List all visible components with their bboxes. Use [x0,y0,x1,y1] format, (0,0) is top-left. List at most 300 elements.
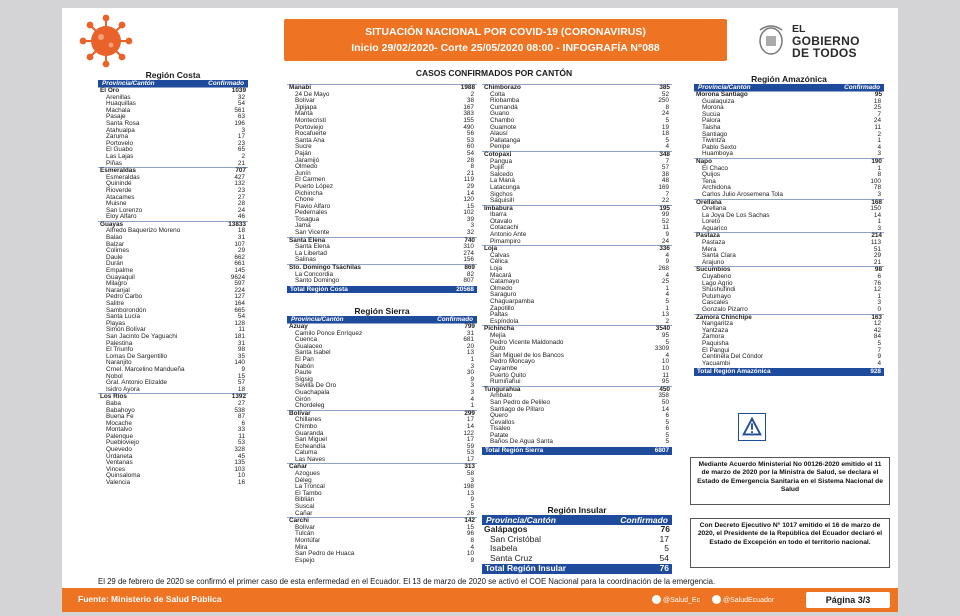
canton-value: 0 [877,306,881,313]
canton-name: Tosagua [295,215,320,223]
canton-value: 31 [237,234,245,242]
canton-value: 9 [470,556,474,564]
canton-name: San Jacinto De Yaguachi [106,332,178,340]
canton-value: 132 [234,180,245,188]
canton-value: 18 [237,227,245,235]
canton-value: 11 [238,432,245,440]
canton-value: 4 [470,543,474,551]
canton-name: Pichincha [295,189,323,197]
canton-value: 23 [237,139,245,147]
canton-row [482,439,672,446]
canton-name: Pangua [490,157,513,165]
canton-name: San Miguel [295,436,327,444]
canton-name: Zamora [702,333,725,341]
canton-name: Santa Ana [295,136,325,144]
province-value: 313 [464,463,475,471]
canton-value: 7 [877,346,881,354]
timeline-caption: El 29 de febrero de 2020 se confirmó el primer caso de esta enfermedad en el Ecuador. El 13 de marzo de 2020 se activó el COE Nacional para la coordinación de la emergencia. [98,577,716,586]
canton-value: 3 [470,362,474,370]
canton-value: 63 [237,113,245,121]
canton-value: 96 [466,530,474,538]
amazonica-total [694,368,884,376]
canton-value: 127 [234,293,245,301]
canton-name: Valencia [106,479,131,487]
canton-name: Gonzalo Pizarro [702,306,748,313]
canton-row [482,159,672,166]
canton-name: Chillanes [295,416,322,424]
canton-value: 10 [466,550,474,558]
canton-name: Paute [295,369,312,377]
canton-name: Daule [106,253,123,261]
canton-value: 198 [463,483,474,491]
canton-row [694,166,884,173]
canton-value: 9 [241,365,245,373]
canton-name: Las Naves [295,455,326,463]
canton-value: 1 [470,402,474,410]
canton-name: Tisaleo [490,425,511,433]
canton-name: Yacuambi [702,359,730,367]
canton-value: 113 [870,239,881,247]
canton-name: Eloy Alfaro [106,213,137,221]
canton-name: La Maná [490,177,515,185]
canton-name: Ambato [490,392,513,400]
canton-row [287,551,477,558]
canton-name: Isabela [490,543,518,553]
province-name: Los Ríos [100,393,127,401]
canton-name: Déleg [295,476,312,484]
canton-name: Santiago [702,130,728,138]
canton-name: Sevilla De Oro [295,382,337,390]
title-banner [284,19,727,61]
province-value: 190 [871,157,882,165]
canton-name: Sucre [295,143,312,151]
canton-name: Colta [490,90,505,98]
canton-row [287,538,477,545]
canton-name: Nabón [295,362,314,370]
canton-name: Nobol [106,372,123,380]
canton-value: 4 [665,271,669,279]
canton-value: 58 [466,470,474,478]
canton-name: Ventanas [106,459,133,467]
canton-value: 11 [662,224,669,232]
canton-value: 169 [658,183,669,191]
canton-name: Otavalo [490,217,513,225]
canton-value: 9 [470,375,474,383]
province-name: Loja [484,245,498,253]
canton-name: Echeandía [295,442,326,450]
canton-name: Mocache [106,419,132,427]
canton-name: Pedro Moncayo [490,358,535,366]
canton-value: 57 [237,379,245,387]
canton-value: 102 [463,209,474,217]
canton-name: Chone [295,196,314,204]
canton-value: 22 [661,197,669,205]
canton-value: 53 [466,136,474,144]
canton-value: 18 [661,130,669,138]
canton-name: Guaranda [295,429,324,437]
insular-title: Región Insular [547,505,607,515]
canton-name: Santa Clara [702,252,736,260]
canton-name: Junín [295,169,311,177]
canton-value: 107 [234,240,245,248]
gov-logo-line2: GOBIERNO [792,34,860,48]
canton-name: Cevallos [490,418,515,426]
canton-name: Mera [702,245,717,253]
canton-name: Cuyabeno [702,273,732,281]
canton-value: 6 [877,273,881,281]
canton-value: 5 [665,418,669,426]
canton-value: 3 [470,388,474,396]
province-value: 3540 [655,325,670,333]
canton-value: 54 [659,552,669,563]
canton-value: 84 [873,333,881,341]
canton-value: 27 [237,399,245,407]
canton-value: 26 [466,509,474,517]
canton-value: 54 [237,100,245,108]
canton-value: 538 [234,406,245,414]
canton-name: Guano [490,110,510,118]
canton-value: 12 [873,286,881,294]
canton-value: 3 [470,382,474,390]
canton-value: 1 [665,304,669,312]
province-name: Chimborazo [484,84,521,91]
canton-name: Mira [295,543,308,551]
canton-name: Palora [702,117,721,125]
canton-name: Santo Domingo [295,277,340,285]
canton-name: Jaramijó [295,156,320,164]
sierra-total-label: Total Región Sierra [485,447,544,455]
canton-row [287,357,477,364]
center-title: CASOS CONFIRMADOS POR CANTÓN [415,68,573,78]
canton-name: Flavio Alfaro [295,202,331,210]
province-row [482,205,672,213]
province-name: Cotopaxi [484,150,512,158]
canton-name: Tena [702,177,716,185]
canton-value: 11 [874,123,881,131]
canton-name: Santa Rosa [106,119,140,127]
canton-row [287,504,477,511]
canton-row [287,403,477,410]
canton-value: 665 [234,306,245,314]
canton-name: Pallatanga [490,136,521,144]
source-text: Fuente: Ministerio de Salud Pública [78,594,222,604]
twitter-handle-text: @Salud_Ec [663,597,701,604]
canton-name: Jama [295,222,311,230]
canton-row [287,164,477,171]
canton-value: 4 [665,251,669,259]
canton-row [482,259,672,266]
canton-name: Gral. Antonio Elizalde [106,379,168,387]
province-value: 707 [235,167,246,175]
facebook-handle[interactable] [712,595,774,604]
sierra-table-header [287,316,477,323]
canton-value: 310 [463,243,474,251]
province-value: 142 [464,517,475,525]
province-value: 1392 [231,393,246,401]
amazonica-col1: Provincia/Cantón [698,84,751,91]
info-document-icon [738,413,766,441]
canton-value: 19 [661,123,669,131]
canton-value: 45 [237,452,245,460]
province-name: Zamora Chinchipe [696,313,752,321]
province-value: 450 [659,385,670,393]
infographic-page [62,8,898,612]
canton-row [287,138,477,145]
canton-value: 7 [665,190,669,198]
canton-value: 29 [466,182,474,190]
canton-name: Nangaritza [702,320,733,328]
canton-name: Célica [490,258,508,266]
province-name: Azuay [289,323,308,330]
province-name: Santa Elena [289,236,326,244]
canton-name: Lago Agrio [702,279,733,287]
province-name: Galápagos [484,524,528,534]
facebook-handle-text: @SaludEcuador [723,597,775,604]
province-name: El Oro [100,87,120,94]
canton-row [694,240,884,247]
canton-name: Espejo [295,556,315,564]
canton-name: Guayaquil [106,273,135,281]
canton-value: 4 [665,351,669,359]
canton-name: Bolívar [295,523,315,531]
canton-name: Arajuno [702,258,725,266]
canton-value: 7 [877,110,881,118]
canton-value: 27 [237,193,245,201]
canton-name: Balao [106,234,123,242]
canton-name: Loja [490,265,503,273]
canton-value: 21 [466,169,474,177]
canton-row [287,390,477,397]
canton-value: 150 [870,205,881,213]
costa-col2: Confirmado [208,80,244,87]
province-value: 95 [874,91,882,98]
canton-value: 128 [234,319,245,327]
canton-value: 82 [466,270,474,278]
canton-value: 38 [466,97,474,105]
canton-value: 6 [665,425,669,433]
province-value: 98 [874,266,882,274]
canton-value: 60 [466,143,474,151]
province-name: Esmeraldas [100,167,136,175]
canton-name: Antonio Ante [490,231,527,239]
canton-value: 103 [234,465,245,473]
canton-name: Tiwintza [702,137,726,145]
canton-name: Carlos Julio Arosemena Tola [702,190,783,198]
canton-value: 46 [237,213,245,221]
canton-name: Santiago de Píllaro [490,405,545,413]
canton-row [287,457,477,464]
canton-name: Montecristi [295,116,326,124]
province-value: 336 [659,245,670,253]
canton-name: Palestina [106,339,133,347]
canton-name: Suscal [295,503,315,511]
canton-value: 15 [237,372,245,380]
canton-value: 5 [665,298,669,305]
canton-value: 14 [466,189,474,197]
canton-name: La Joya De Los Sachas [702,211,770,219]
canton-value: 14 [873,211,881,219]
canton-value: 6 [665,412,669,420]
canton-value: 164 [234,300,245,307]
canton-name: Aguarico [702,224,728,232]
canton-value: 15 [466,202,474,210]
canton-name: Saraguro [490,291,517,299]
canton-name: Zapotillo [490,304,515,312]
canton-value: 3 [877,224,881,232]
canton-value: 2 [470,90,474,98]
canton-name: Caluma [295,449,318,457]
canton-value: 15 [466,523,474,531]
costa-column-continued [287,84,477,293]
canton-name: Crnel. Marcelino Maridueña [106,365,185,373]
canton-name: Atacames [106,193,135,201]
canton-name: Simón Bolívar [106,326,146,334]
canton-name: Manta [295,110,313,118]
canton-name: Biblián [295,496,315,504]
canton-value: 3 [470,476,474,484]
province-value: 13833 [228,220,246,228]
canton-value: 32 [237,93,245,101]
canton-row [694,192,884,199]
canton-value: 30 [466,369,474,377]
canton-value: 490 [463,123,474,131]
canton-name: San Vicente [295,229,330,237]
province-name: Sucumbíos [696,266,731,274]
insular-total-value: 76 [659,563,669,573]
canton-value: 42 [873,326,881,334]
canton-name: Girón [295,395,311,403]
canton-value: 14 [661,405,669,413]
canton-name: El Pangui [702,346,730,354]
province-row [287,517,477,525]
canton-name: Piñas [106,159,122,167]
canton-name: Guamote [490,123,517,131]
canton-name: Zaruma [106,133,129,141]
sierra-column-continued [482,84,672,455]
canton-value: 383 [463,110,474,118]
canton-name: Pedernales [295,209,328,217]
canton-name: Empalme [106,267,133,275]
canton-value: 24 [873,117,881,125]
twitter-handle[interactable] [652,595,700,604]
canton-name: Puerto Quito [490,371,526,379]
province-value: 299 [464,409,475,417]
canton-value: 95 [661,331,669,339]
amazonica-col2: Confirmado [844,84,880,91]
province-name: Pichincha [484,325,515,333]
canton-row [287,105,477,112]
canton-value: 5 [665,116,669,124]
canton-name: Pedro Carbo [106,293,143,301]
canton-value: 11 [238,326,245,334]
canton-value: 17 [466,455,474,463]
canton-value: 95 [661,378,669,386]
coat-of-arms-icon [756,22,786,58]
province-name: Orellana [696,198,722,206]
canton-name: Patate [490,431,509,439]
canton-name: Loreto [702,218,721,226]
province-name: Imbabura [484,204,513,212]
canton-name: Machala [106,106,131,114]
canton-name: Durán [106,260,124,268]
canton-value: 2 [241,152,245,160]
canton-name: Saquisilí [490,197,515,205]
canton-value: 31 [466,329,474,337]
canton-row [694,213,884,220]
insular-total-label: Total Región Insular [485,563,567,573]
canton-value: 224 [234,286,245,294]
canton-name: Pujilí [490,164,504,172]
canton-row [287,471,477,478]
canton-value: 4 [470,395,474,403]
canton-name: Pastaza [702,239,726,247]
canton-value: 1 [877,292,881,300]
sierra-total [482,447,672,455]
coronavirus-icon [74,12,138,68]
ministerial-agreement-note: Mediante Acuerdo Ministerial No 00126-2020 emitido el 11 de marzo de 2020 por la Ministra de Salud, se declara el Estado de Emergencia Sanitaria en el Sistema Nacional de Salud [690,457,890,505]
canton-name: La Troncal [295,483,325,491]
header [62,8,898,70]
amazonica-total-label: Total Región Amazónica [697,368,771,376]
canton-value: 156 [463,256,474,264]
canton-name: Cayambe [490,364,518,372]
canton-name: Rocafuerte [295,130,327,138]
canton-value: 250 [658,97,669,105]
canton-row [694,172,884,179]
canton-name: La Concordia [295,270,334,278]
canton-name: Latacunga [490,183,520,191]
canton-row [287,350,477,357]
canton-value: 24 [661,237,669,245]
canton-value: 268 [658,265,669,273]
canton-value: 140 [234,359,245,367]
canton-name: San Pedro de Huaca [295,550,355,558]
canton-row [287,525,477,532]
canton-name: Gualaceo [295,342,323,350]
canton-value: 54 [466,149,474,157]
canton-value: 4 [877,359,881,367]
canton-name: San Pedro de Pelileo [490,398,551,406]
canton-row [694,118,884,125]
canton-value: 99 [661,211,669,219]
province-row [482,245,672,253]
province-value: 869 [464,264,475,272]
canton-name: Lomas De Sargentillo [106,352,168,360]
canton-name: Atahualpa [106,126,135,134]
costa-col1: Provincia/Cantón [102,80,155,87]
canton-row [694,226,884,233]
canton-row [482,426,672,433]
canton-value: 35 [237,352,245,360]
canton-name: Camilo Ponce Enríquez [295,329,363,337]
canton-value: 3 [877,190,881,198]
canton-value: 20 [466,342,474,350]
canton-row [482,138,672,145]
canton-name: Puebloviejo [106,439,140,447]
sierra-col2: Confirmado [437,316,473,323]
canton-value: 274 [463,249,474,257]
amazonica-total-value: 928 [870,368,881,376]
canton-value: 328 [234,446,245,454]
canton-name: Naranjito [106,359,132,367]
province-name: Manabí [289,84,312,91]
canton-name: Paltas [490,311,508,319]
canton-name: Olmedo [295,163,318,171]
canton-name: Salitre [106,300,125,307]
canton-name: San Lorenzo [106,206,143,214]
canton-row [694,260,884,267]
canton-name: Cumandá [490,103,518,111]
